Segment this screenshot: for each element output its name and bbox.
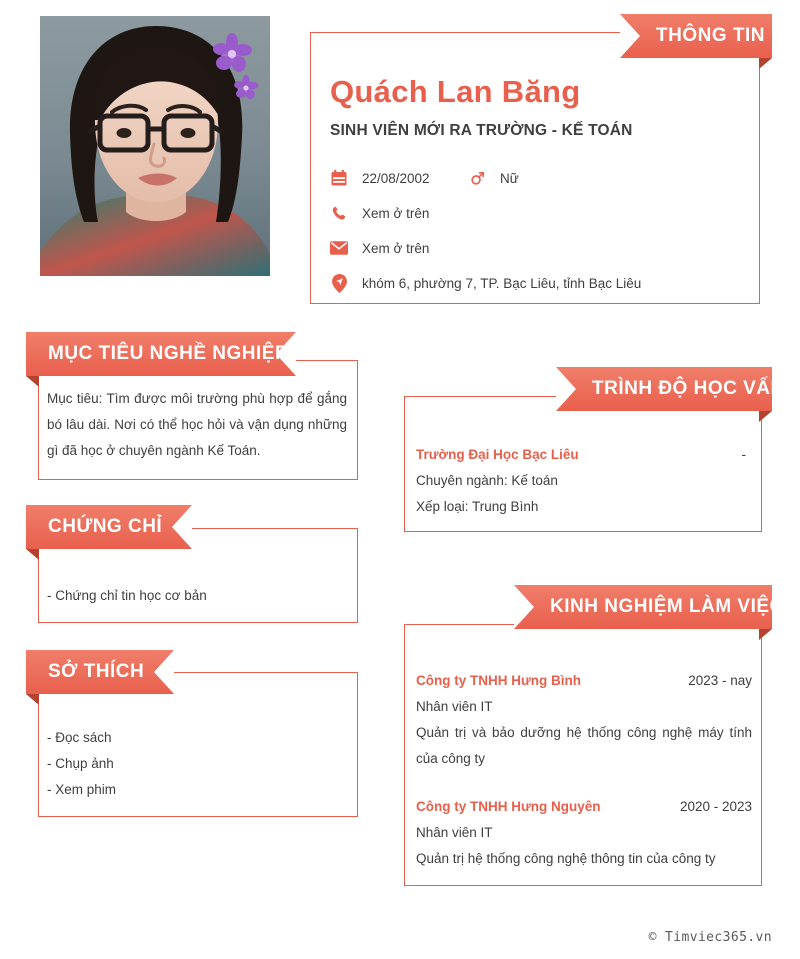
experience-entry <box>416 794 752 872</box>
career-objective-text: Mục tiêu: Tìm được môi trường phù hợp để gắng bó lâu dài. Nơi có thể học hỏi và vận dụng những gì đã học ở chuyên ngành Kế Toán. <box>47 391 347 458</box>
hobby-item: - Chụp ảnh <box>47 756 114 771</box>
hobby-item: - Xem phim <box>47 782 117 797</box>
education-grade: Xếp loại: Trung Bình <box>416 499 539 514</box>
education-entry-header <box>416 442 746 468</box>
info-row-phone <box>328 202 429 224</box>
certificate-item: - Chứng chỉ tin học cơ bản <box>47 588 207 603</box>
experience-company: Công ty TNHH Hưng Bình <box>416 673 581 688</box>
candidate-job-title: SINH VIÊN MỚI RA TRƯỜNG - KẾ TOÁN <box>330 122 633 139</box>
profile-photo <box>40 16 270 276</box>
experience-entry-header <box>416 794 752 820</box>
experience-date: 2020 - 2023 <box>679 799 752 814</box>
info-value-phone: Xem ở trên <box>362 205 430 221</box>
email-icon <box>328 237 350 259</box>
info-row-email <box>328 237 429 259</box>
education-school: Trường Đại Học Bạc Liêu <box>416 447 579 462</box>
section-ribbon-hobbies <box>26 650 174 694</box>
experience-description: Quản trị hệ thống công nghệ thông tin của công ty <box>416 851 716 866</box>
hobby-item: - Đọc sách <box>47 730 112 745</box>
experience-position: Nhân viên IT <box>416 825 493 840</box>
info-value-email: Xem ở trên <box>362 240 430 256</box>
experience-company: Công ty TNHH Hưng Nguyên <box>416 799 601 814</box>
info-value-birthdate: 22/08/2002 <box>362 170 430 186</box>
phone-icon <box>328 202 350 224</box>
location-icon <box>328 272 350 294</box>
section-ribbon-career-objective <box>26 332 296 376</box>
section-title-education: TRÌNH ĐỘ HỌC VẤN <box>592 378 785 399</box>
experience-date: 2023 - nay <box>688 673 752 688</box>
experience-description: Quản trị và bảo dưỡng hệ thống công nghệ máy tính của công ty <box>416 725 752 766</box>
section-title-personal-info: THÔNG TIN <box>656 25 765 46</box>
info-row-birthdate <box>328 167 430 189</box>
section-title-certificates: CHỨNG CHỈ <box>48 516 163 537</box>
section-ribbon-experience <box>514 585 784 629</box>
section-title-career-objective: MỤC TIÊU NGHỀ NGHIỆP <box>48 343 289 364</box>
calendar-icon <box>328 167 350 189</box>
section-title-experience: KINH NGHIỆM LÀM VIỆC <box>550 596 784 617</box>
experience-position: Nhân viên IT <box>416 699 493 714</box>
info-value-gender: Nữ <box>500 170 519 186</box>
info-row-address <box>328 272 641 294</box>
section-ribbon-certificates <box>26 505 192 549</box>
section-title-hobbies: SỞ THÍCH <box>48 661 145 682</box>
education-date: - <box>741 447 746 462</box>
experience-entry <box>416 668 752 772</box>
info-row-gender <box>466 167 519 189</box>
section-ribbon-education <box>556 367 785 411</box>
experience-entry-header <box>416 668 752 694</box>
education-major: Chuyên ngành: Kế toán <box>416 473 558 488</box>
candidate-name: Quách Lan Băng <box>330 74 581 109</box>
gender-icon <box>466 167 488 189</box>
section-ribbon-personal-info <box>620 14 772 58</box>
footer-credit: © Timviec365.vn <box>648 930 772 945</box>
info-value-address: khóm 6, phường 7, TP. Bạc Liêu, tỉnh Bạc Liêu <box>362 275 642 291</box>
